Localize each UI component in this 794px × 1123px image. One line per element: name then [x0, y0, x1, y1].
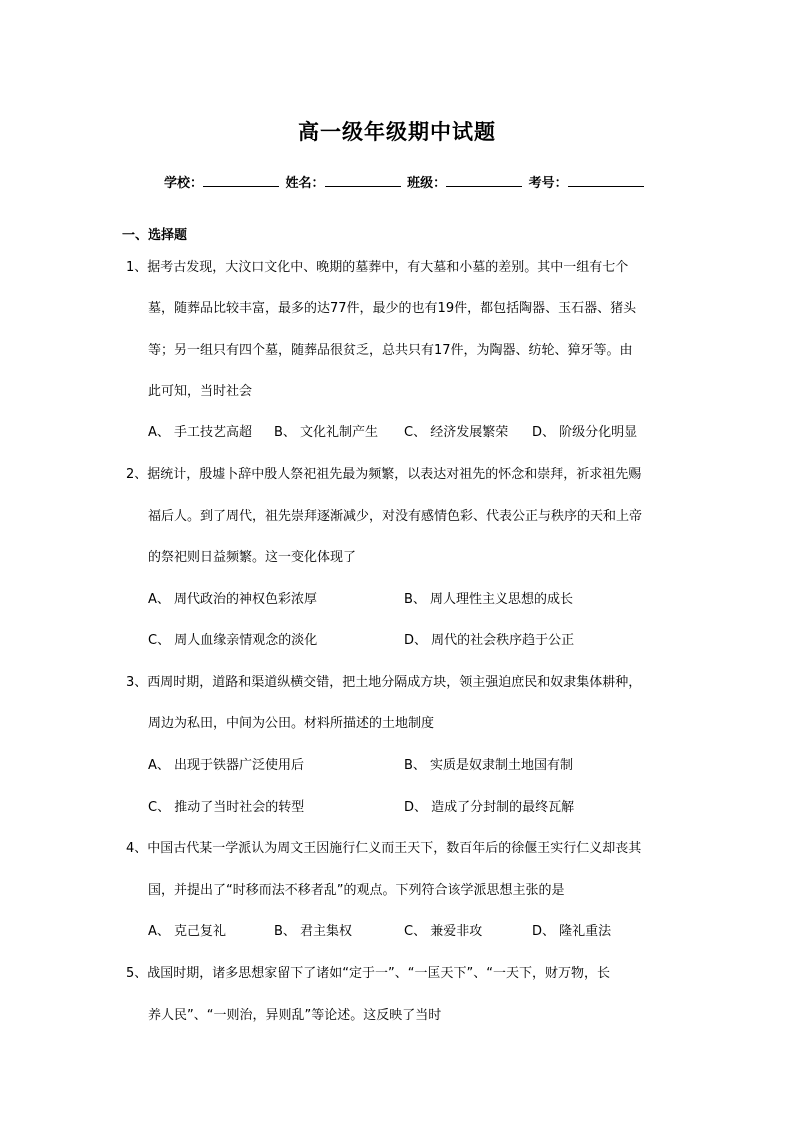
- question-2-line-3: 的祭祀则日益频繁。这一变化体现了: [148, 550, 357, 565]
- question-3-option-c[interactable]: C、 推动了当时社会的转型: [148, 800, 305, 815]
- question-4-line-2: 国，并提出了“时移而法不移者乱”的观点。下列符合该学派思想主张的是: [148, 883, 565, 898]
- question-2-line-1: 2、据统计，殷墟卜辞中殷人祭祀祖先最为频繁，以表达对祖先的怀念和崇拜，祈求祖先赐: [126, 467, 642, 482]
- question-2-option-d[interactable]: D、 周代的社会秩序趋于公正: [404, 633, 575, 648]
- school-label: 学校：: [164, 176, 204, 191]
- question-2-option-c[interactable]: C、 周人血缘亲情观念的淡化: [148, 633, 318, 648]
- question-5-line-2: 养人民”、“一则治，异则乱”等论述。这反映了当时: [148, 1008, 442, 1023]
- question-1-option-c[interactable]: C、 经济发展繁荣: [404, 425, 509, 440]
- question-3-option-a[interactable]: A、 出现于铁器广泛使用后: [148, 758, 305, 773]
- question-1-line-3: 等；另一组只有四个墓，随葬品很贫乏，总共只有17件，为陶器、纺轮、獐牙等。由: [148, 343, 633, 358]
- name-blank[interactable]: [325, 174, 401, 187]
- exam-number-blank[interactable]: [568, 174, 644, 187]
- question-2-option-b[interactable]: B、 周人理性主义思想的成长: [404, 592, 574, 607]
- question-4-option-c[interactable]: C、 兼爱非攻: [404, 924, 483, 939]
- question-3-option-b[interactable]: B、 实质是奴隶制土地国有制: [404, 758, 574, 773]
- question-4-line-1: 4、中国古代某一学派认为周文王因施行仁义而王天下，数百年后的徐偃王实行仁义却丧其: [126, 841, 642, 856]
- question-1-option-d[interactable]: D、 阶级分化明显: [532, 425, 638, 440]
- question-2-option-a[interactable]: A、 周代政治的神权色彩浓厚: [148, 592, 318, 607]
- school-blank[interactable]: [203, 174, 279, 187]
- question-3-line-2: 周边为私田，中间为公田。材料所描述的土地制度: [148, 716, 435, 731]
- question-4-option-a[interactable]: A、 克己复礼: [148, 924, 227, 939]
- question-1-line-1: 1、据考古发现，大汶口文化中、晚期的墓葬中，有大墓和小墓的差别。其中一组有七个: [126, 260, 629, 275]
- question-1-line-2: 墓，随葬品比较丰富，最多的达77件，最少的也有19件，都包括陶器、玉石器、猪头: [148, 301, 637, 316]
- name-label: 姓名：: [285, 176, 325, 191]
- question-5-line-1: 5、战国时期，诸多思想家留下了诸如“定于一”、“一匡天下”、“一天下，财万物，长: [126, 966, 610, 981]
- question-4-option-b[interactable]: B、 君主集权: [274, 924, 353, 939]
- student-info-row: [164, 172, 646, 191]
- question-1-option-a[interactable]: A、 手工技艺高超: [148, 425, 253, 440]
- exam-number-label: 考号：: [528, 176, 568, 191]
- section-title: 一、选择题: [122, 228, 188, 243]
- class-label: 班级：: [407, 176, 447, 191]
- question-4-option-d[interactable]: D、 隆礼重法: [532, 924, 612, 939]
- question-3-option-d[interactable]: D、 造成了分封制的最终瓦解: [404, 800, 575, 815]
- question-1-option-b[interactable]: B、 文化礼制产生: [274, 425, 379, 440]
- class-blank[interactable]: [446, 174, 522, 187]
- page-title: 高一级年级期中试题: [298, 120, 496, 144]
- question-3-line-1: 3、西周时期，道路和渠道纵横交错，把土地分隔成方块，领主强迫庶民和奴隶集体耕种，: [126, 675, 642, 690]
- question-1-line-4: 此可知，当时社会: [148, 384, 253, 399]
- question-2-line-2: 福后人。到了周代，祖先崇拜逐渐减少，对没有感情色彩、代表公正与秩序的天和上帝: [148, 509, 643, 524]
